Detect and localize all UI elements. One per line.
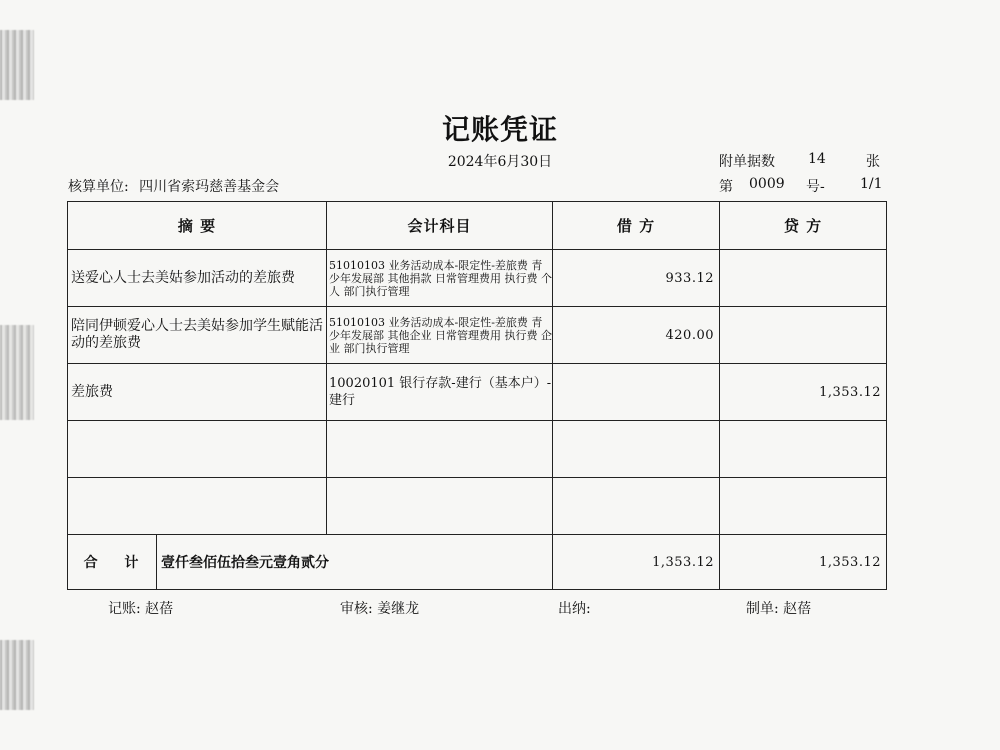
account-cell: [327, 421, 553, 478]
account-cell: 51010103 业务活动成本-限定性-差旅费 青少年发展部 其他捐款 日常管理费用 执行费 个人 部门执行管理: [327, 250, 553, 307]
accounting-unit-label: 核算单位:: [68, 179, 129, 195]
debit-cell: 420.00: [553, 307, 720, 364]
credit-cell: [720, 421, 887, 478]
bookkeeper: 记账: 赵蓓: [108, 601, 174, 617]
voucher-number: 0009: [749, 176, 785, 192]
credit-cell: [720, 478, 887, 535]
account-cell: 10020101 银行存款-建行（基本户）-建行: [327, 364, 553, 421]
voucher-no-middle: 号-: [806, 179, 825, 195]
debit-cell: 933.12: [553, 250, 720, 307]
header-summary: 摘 要: [68, 202, 327, 250]
total-debit: 1,353.12: [553, 535, 720, 590]
total-credit: 1,353.12: [720, 535, 887, 590]
header-credit: 贷 方: [720, 202, 887, 250]
total-amount-words: 壹仟叁佰伍拾叁元壹角贰分: [161, 555, 329, 571]
credit-cell: [720, 307, 887, 364]
header-account: 会计科目: [327, 202, 553, 250]
summary-cell: 陪同伊顿爱心人士去美姑参加学生赋能活动的差旅费: [68, 307, 327, 364]
cashier: 出纳:: [558, 601, 591, 617]
voucher-table: [67, 201, 887, 590]
voucher-date: 2024年6月30日: [447, 154, 553, 170]
total-cell: [68, 535, 553, 590]
debit-cell: [553, 421, 720, 478]
table-row: [68, 421, 887, 478]
summary-cell: [68, 478, 327, 535]
scan-edge-mark: [0, 325, 34, 420]
credit-cell: [720, 250, 887, 307]
summary-cell: 差旅费: [68, 364, 327, 421]
debit-cell: [553, 364, 720, 421]
summary-cell: 送爱心人士去美姑参加活动的差旅费: [68, 250, 327, 307]
table-row: [68, 364, 887, 421]
account-cell: [327, 478, 553, 535]
reviewer: 审核: 姜继龙: [340, 601, 420, 617]
accounting-unit-name: 四川省索玛慈善基金会: [139, 179, 280, 195]
attachments-label: 附单据数: [719, 154, 775, 170]
preparer: 制单: 赵蓓: [746, 601, 812, 617]
credit-cell: 1,353.12: [720, 364, 887, 421]
accounting-unit: [68, 176, 279, 196]
table-header-row: [68, 202, 887, 250]
document-title: 记账凭证: [441, 113, 558, 146]
table-row: [68, 250, 887, 307]
header-debit: 借 方: [553, 202, 720, 250]
attachments-count: 14: [808, 151, 826, 167]
debit-cell: [553, 478, 720, 535]
scan-edge-mark: [0, 30, 34, 100]
table-row: [68, 478, 887, 535]
account-cell: 51010103 业务活动成本-限定性-差旅费 青少年发展部 其他企业 日常管理费用 执行费 企业 部门执行管理: [327, 307, 553, 364]
voucher-no-prefix: 第: [719, 179, 733, 195]
attachments-unit: 张: [866, 154, 880, 170]
total-label: 合 计: [68, 535, 157, 589]
voucher-page-count: 1/1: [860, 176, 883, 192]
table-row: [68, 307, 887, 364]
total-row: [68, 535, 887, 590]
summary-cell: [68, 421, 327, 478]
scan-edge-mark: [0, 640, 34, 710]
